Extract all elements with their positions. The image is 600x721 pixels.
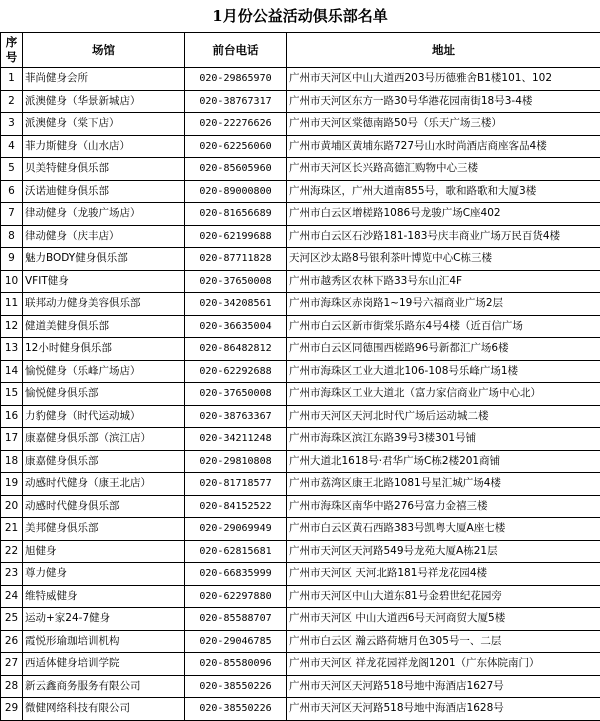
row-index: 7 (1, 203, 23, 226)
phone-cell: 020-29069949 (185, 518, 287, 541)
address-cell: 广州市天河区天河北时代广场后运动城二楼 (287, 405, 600, 428)
table-row (1, 180, 600, 203)
phone-cell: 020-85588707 (185, 608, 287, 631)
venue-cell: 康嘉健身俱乐部（滨江店） (23, 428, 185, 451)
phone-cell: 020-62297880 (185, 585, 287, 608)
table-row (1, 360, 600, 383)
row-index: 2 (1, 90, 23, 113)
venue-cell: 健道美健身俱乐部 (23, 315, 185, 338)
phone-cell: 020-87711828 (185, 248, 287, 271)
venue-cell: 贝美特健身俱乐部 (23, 158, 185, 181)
table-row (1, 473, 600, 496)
venue-cell: 律动健身（庆丰店） (23, 225, 185, 248)
row-index: 4 (1, 135, 23, 158)
phone-cell: 020-38767317 (185, 90, 287, 113)
venue-cell: 律动健身（龙骏广场店） (23, 203, 185, 226)
row-index: 23 (1, 563, 23, 586)
address-cell: 广州市天河区 中山大道西6号天河商贸大厦5楼 (287, 608, 600, 631)
venue-cell: 12小时健身俱乐部 (23, 338, 185, 361)
phone-cell: 020-36635004 (185, 315, 287, 338)
address-cell: 广州市海珠区赤岗路1~19号六福商业广场2层 (287, 293, 600, 316)
venue-cell: VFIT健身 (23, 270, 185, 293)
table-row (1, 675, 600, 698)
address-cell: 广州市天河区中山大道西203号历德雅舍B1楼101、102 (287, 68, 600, 91)
address-cell: 广州市白云区新市街棠乐路东4号4楼（近百信广场 (287, 315, 600, 338)
row-index: 26 (1, 630, 23, 653)
row-index: 20 (1, 495, 23, 518)
phone-cell: 020-85580096 (185, 653, 287, 676)
table-body (1, 68, 600, 721)
table-row (1, 608, 600, 631)
phone-cell: 020-62292688 (185, 360, 287, 383)
address-cell: 广州市白云区石沙路181-183号庆丰商业广场万民百货4楼 (287, 225, 600, 248)
venue-cell: 康嘉健身俱乐部 (23, 450, 185, 473)
table-row (1, 585, 600, 608)
venue-cell: 美邦健身俱乐部 (23, 518, 185, 541)
venue-cell: 菲力斯健身（山水店） (23, 135, 185, 158)
table-row (1, 383, 600, 406)
phone-cell: 020-38763367 (185, 405, 287, 428)
row-index: 6 (1, 180, 23, 203)
address-cell: 广州市天河区长兴路高德汇购物中心三楼 (287, 158, 600, 181)
address-cell: 天河区沙太路8号银利茶叶博览中心C栋三楼 (287, 248, 600, 271)
table-row (1, 315, 600, 338)
row-index: 25 (1, 608, 23, 631)
row-index: 12 (1, 315, 23, 338)
phone-cell: 020-37650008 (185, 383, 287, 406)
phone-cell: 020-37650008 (185, 270, 287, 293)
row-index: 13 (1, 338, 23, 361)
address-cell: 广州市天河区天河路518号地中海酒店1627号 (287, 675, 600, 698)
address-cell: 广州市越秀区农林下路33号东山汇4F (287, 270, 600, 293)
row-index: 11 (1, 293, 23, 316)
venue-cell: 运动+家24-7健身 (23, 608, 185, 631)
phone-cell: 020-62815681 (185, 540, 287, 563)
phone-cell: 020-81718577 (185, 473, 287, 496)
venue-cell: 派澳健身（棠下店） (23, 113, 185, 136)
venue-cell: 愉悦健身（乐峰广场店） (23, 360, 185, 383)
address-cell: 广州市海珠区滨江东路39号3楼301号铺 (287, 428, 600, 451)
phone-cell: 020-34211248 (185, 428, 287, 451)
header-venue: 场馆 (23, 33, 185, 68)
table-row (1, 450, 600, 473)
address-cell: 广州市天河区中山大道东81号金碧世纪花园旁 (287, 585, 600, 608)
address-cell: 广州市荔湾区康王北路1081号星汇城广场4楼 (287, 473, 600, 496)
row-index: 21 (1, 518, 23, 541)
address-cell: 广州市海珠区南华中路276号富力金禧三楼 (287, 495, 600, 518)
address-cell: 广州市天河区天河路549号龙苑大厦A栋21层 (287, 540, 600, 563)
table-row (1, 540, 600, 563)
table-row (1, 653, 600, 676)
venue-cell: 愉悦健身俱乐部 (23, 383, 185, 406)
venue-cell: 霞悦形瑜珈培训机构 (23, 630, 185, 653)
row-index: 24 (1, 585, 23, 608)
venue-cell: 西适体健身培训学院 (23, 653, 185, 676)
phone-cell: 020-34208561 (185, 293, 287, 316)
venue-cell: 联邦动力健身美容俱乐部 (23, 293, 185, 316)
page-title: 1月份公益活动俱乐部名单 (0, 0, 600, 32)
row-index: 5 (1, 158, 23, 181)
venue-cell: 力豹健身（时代运动城） (23, 405, 185, 428)
venue-cell: 菲尚健身会所 (23, 68, 185, 91)
phone-cell: 020-66835999 (185, 563, 287, 586)
table-row (1, 405, 600, 428)
row-index: 8 (1, 225, 23, 248)
address-cell: 广州市天河区东方一路30号华港花园南街18号3-4楼 (287, 90, 600, 113)
phone-cell: 020-29810808 (185, 450, 287, 473)
header-index: 序号 (1, 33, 23, 68)
table-row (1, 135, 600, 158)
row-index: 27 (1, 653, 23, 676)
phone-cell: 020-29865970 (185, 68, 287, 91)
address-cell: 广州市天河区 天河北路181号祥龙花园4楼 (287, 563, 600, 586)
address-cell: 广州大道北1618号·君华广场C栋2楼201商铺 (287, 450, 600, 473)
table-row (1, 90, 600, 113)
address-cell: 广州市白云区同德围西槎路96号新都汇广场6楼 (287, 338, 600, 361)
table-row (1, 68, 600, 91)
phone-cell: 020-89000800 (185, 180, 287, 203)
table-row (1, 293, 600, 316)
table-row (1, 270, 600, 293)
row-index: 19 (1, 473, 23, 496)
address-cell: 广州市黄埔区黄埔东路727号山水时尚酒店商座客品4楼 (287, 135, 600, 158)
address-cell: 广州市天河区天河路518号地中海酒店1628号 (287, 698, 600, 721)
table-row (1, 225, 600, 248)
venue-cell: 派澳健身（华景新城店） (23, 90, 185, 113)
venue-cell: 微健网络科技有限公司 (23, 698, 185, 721)
venue-cell: 沃诺迪健身俱乐部 (23, 180, 185, 203)
venue-cell: 旭健身 (23, 540, 185, 563)
phone-cell: 020-29046785 (185, 630, 287, 653)
table-row (1, 113, 600, 136)
row-index: 10 (1, 270, 23, 293)
table-row (1, 248, 600, 271)
table-row (1, 630, 600, 653)
phone-cell: 020-81656689 (185, 203, 287, 226)
header-phone: 前台电话 (185, 33, 287, 68)
row-index: 17 (1, 428, 23, 451)
venue-cell: 动感时代健身（康王北店） (23, 473, 185, 496)
phone-cell: 020-85605960 (185, 158, 287, 181)
venue-cell: 维特威健身 (23, 585, 185, 608)
table-row (1, 518, 600, 541)
phone-cell: 020-62256060 (185, 135, 287, 158)
table-row (1, 495, 600, 518)
row-index: 16 (1, 405, 23, 428)
venue-cell: 尊力健身 (23, 563, 185, 586)
row-index: 22 (1, 540, 23, 563)
address-cell: 广州市海珠区工业大道北（富力家信商业广场中心北） (287, 383, 600, 406)
venue-cell: 新云鑫商务服务有限公司 (23, 675, 185, 698)
header-address: 地址 (287, 33, 600, 68)
table-row (1, 698, 600, 721)
table-row (1, 428, 600, 451)
venue-cell: 动感时代健身俱乐部 (23, 495, 185, 518)
table-row (1, 563, 600, 586)
phone-cell: 020-84152522 (185, 495, 287, 518)
table-header-row (1, 33, 600, 68)
address-cell: 广州市白云区 瀚云路荷塘月色305号一、二层 (287, 630, 600, 653)
table-row (1, 158, 600, 181)
address-cell: 广州海珠区，广州大道南855号，歌和路歌和大厦3楼 (287, 180, 600, 203)
row-index: 14 (1, 360, 23, 383)
table-row (1, 338, 600, 361)
row-index: 18 (1, 450, 23, 473)
phone-cell: 020-86482812 (185, 338, 287, 361)
table-row (1, 203, 600, 226)
row-index: 29 (1, 698, 23, 721)
phone-cell: 020-62199688 (185, 225, 287, 248)
row-index: 9 (1, 248, 23, 271)
address-cell: 广州市白云区增槎路1086号龙骏广场C座402 (287, 203, 600, 226)
address-cell: 广州市白云区黄石西路383号凯粤大厦A座七楼 (287, 518, 600, 541)
address-cell: 广州市天河区 祥龙花园祥龙阁1201（广东体院南门） (287, 653, 600, 676)
phone-cell: 020-38550226 (185, 698, 287, 721)
row-index: 28 (1, 675, 23, 698)
phone-cell: 020-22276626 (185, 113, 287, 136)
phone-cell: 020-38550226 (185, 675, 287, 698)
venue-cell: 魅力BODY健身俱乐部 (23, 248, 185, 271)
row-index: 15 (1, 383, 23, 406)
club-table (0, 32, 600, 721)
address-cell: 广州市天河区棠德南路50号（乐天广场三楼） (287, 113, 600, 136)
row-index: 3 (1, 113, 23, 136)
row-index: 1 (1, 68, 23, 91)
address-cell: 广州市海珠区工业大道北106-108号乐峰广场1楼 (287, 360, 600, 383)
